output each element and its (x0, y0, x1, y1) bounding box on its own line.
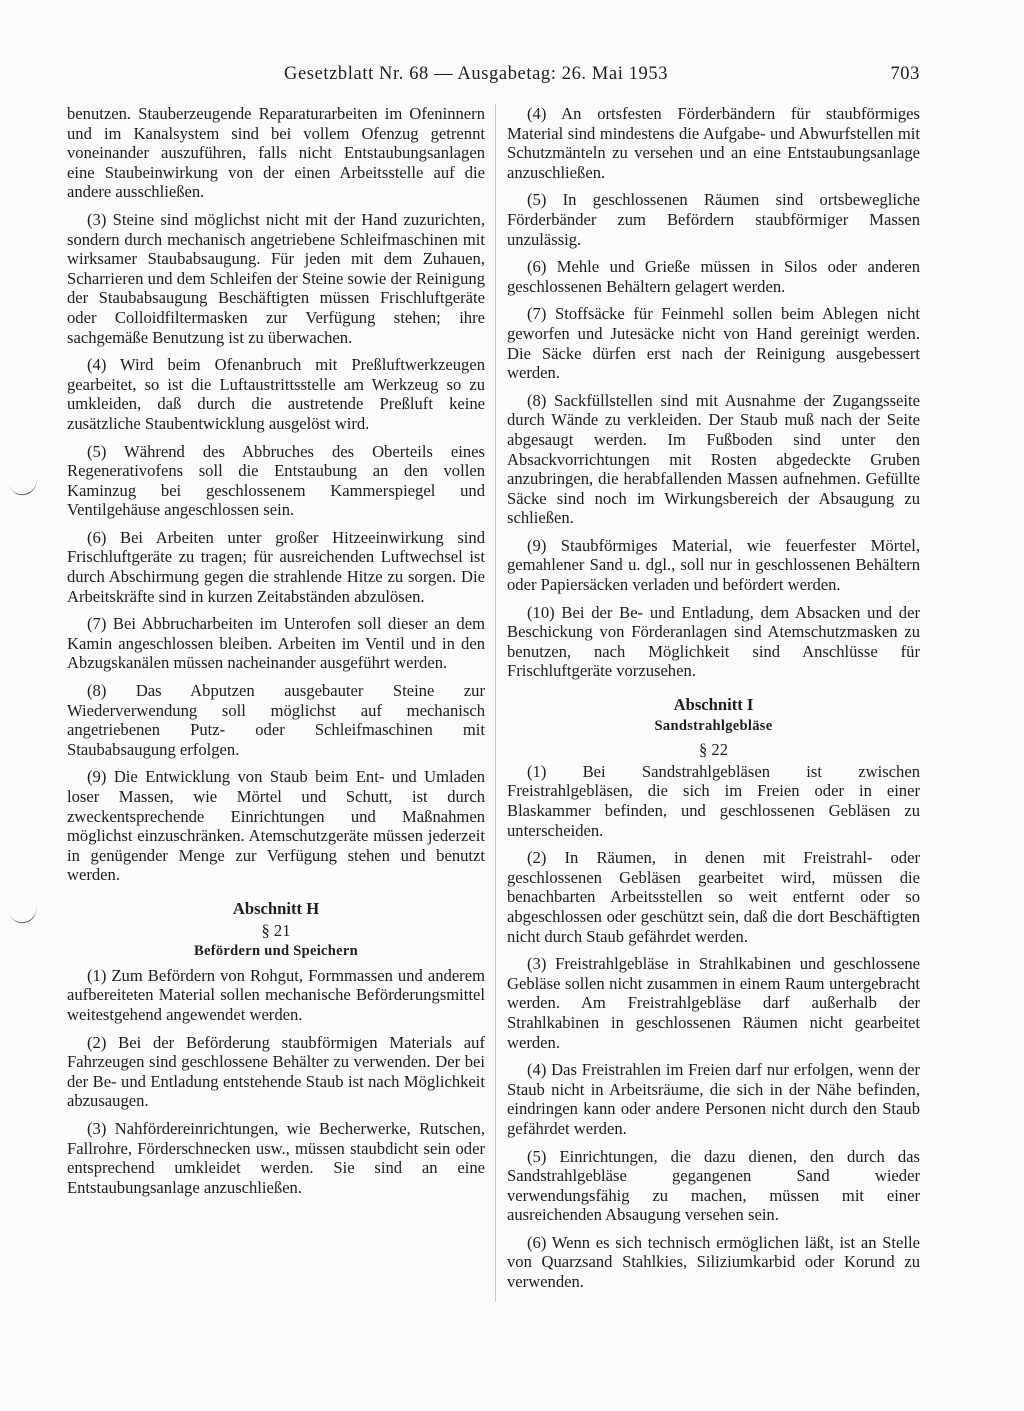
paragraph-i6: (6) Wenn es sich technisch ermöglichen läßt, ist an Stelle von Quarzsand Stahlkies, Siliziumkarbid oder Korund zu verwenden. (507, 1232, 920, 1292)
paragraph-h2: (2) Bei der Beförderung staubförmigen Materials auf Fahrzeugen sind geschlossene Behälter zu verwenden. Der bei der Be- und Entladung entstehende Staub ist nach Möglichkeit abzusaugen. (67, 1032, 485, 1111)
paragraph-r7: (7) Stoffsäcke für Feinmehl sollen beim Ablegen nicht geworfen und Jutesäcke nicht von Hand gereinigt werden. Die Säcke dürfen erst nach der Reinigung ausgebessert werden. (507, 304, 920, 383)
left-column (67, 104, 485, 1205)
paragraph-i1: (1) Bei Sandstrahlgebläsen ist zwischen Freistrahlgebläsen, die sich im Freien oder in einer Blaskammer befinden, und geschlossenen Gebläsen zu unterscheiden. (507, 761, 920, 840)
paragraph-sign-22: § 22 (698, 740, 729, 760)
paragraph-3: (3) Steine sind möglichst nicht mit der Hand zuzurichten, sondern durch mechanisch angetriebene Schleifmaschinen mit wirksamer Staubabsaugung. Für jeden mit dem Zuhauen, Scharrieren und dem Schleifen der Steine sowie der Reinigung der Staubabsaugung Beschäftigten müssen Frischluftgeräte oder Colloidfiltermasken zur Verfügung stehen; ihre sachgemäße Benutzung ist zu überwachen. (67, 209, 485, 347)
subheading-befoerdern: Befördern und Speichern (194, 943, 358, 960)
paragraph-5: (5) Während des Abbruches des Oberteils eines Regenerativofens soll die Entstaubung an den vollen Kaminzug bei geschlossenem Kammerspiegel und Ventilgehäuse angeschlossen sein. (67, 441, 485, 520)
paragraph-9: (9) Die Entwicklung von Staub beim Ent- und Umladen loser Massen, wie Mörtel und Schutt, ist durch zweckentsprechende Einrichtungen und Maßnahmen möglichst einzuschränken. Atemschutzgeräte müssen jederzeit in genügender Menge zur Verfügung stehen und benutzt werden. (67, 767, 485, 885)
paragraph-r4: (4) An ortsfesten Förderbändern für staubförmiges Material sind mindestens die Aufgabe- und Abwurfstellen mit Schutzmänteln zu versehen und an eine Entstaubungsanlage anzuschließen. (507, 104, 920, 182)
paragraph-6: (6) Bei Arbeiten unter großer Hitzeeinwirkung sind Frischluftgeräte zu tragen; für ausreichenden Luftwechsel ist durch Abschirmung gegen die strahlende Hitze zu sorgen. Die Arbeitskräfte sind in kurzen Zeitabständen abzulösen. (67, 527, 485, 606)
subheading-sandstrahl: Sandstrahlgebläse (654, 717, 773, 734)
paragraph-r8: (8) Sackfüllstellen sind mit Ausnahme der Zugangsseite durch Wände zu verkleiden. Der Staub muß nach der Seite abgesaugt werden. Im Fußboden sind unter den Absackvorrichtungen mit Rosten abgedeckte Gruben anzubringen, die herabfallenden Massen aufnehmen. Gefüllte Säcke sind noch im Wirkungsbereich der Absaugung zu schließen. (507, 390, 920, 528)
paragraph-continuation: benutzen. Stauberzeugende Reparaturarbeiten im Ofeninnern und im Kanalsystem sind bei vollem Ofenzug getrennt voneinander auszuführen, falls nicht Entstaubungsanlagen eine Staubeinwirkung von der einen Arbeitsstelle auf die andere ausschließen. (67, 104, 485, 202)
paragraph-r9: (9) Staubförmiges Material, wie feuerfester Mörtel, gemahlener Sand u. dgl., soll nur in geschlossenen Behältern oder Papiersäcken verladen und befördert werden. (507, 535, 920, 595)
section-heading-i: Abschnitt I (673, 695, 754, 715)
running-header (270, 58, 920, 92)
paragraph-i4: (4) Das Freistrahlen im Freien darf nur erfolgen, wenn der Staub nicht in Arbeitsräume, die sich in der Nähe befinden, eindringen kann oder andere Personen nicht durch den Staub gefährdet werden. (507, 1060, 920, 1138)
page-number: 703 (890, 64, 920, 84)
paragraph-r6: (6) Mehle und Grieße müssen in Silos oder anderen geschlossenen Behältern gelagert werden. (507, 257, 920, 296)
margin-pencil-mark (9, 905, 40, 926)
paragraph-r5: (5) In geschlossenen Räumen sind ortsbewegliche Förderbänder zum Befördern staubförmiger Massen unzulässig. (507, 190, 920, 249)
paragraph-7: (7) Bei Abbrucharbeiten im Unterofen soll dieser an dem Kamin angeschlossen bleiben. Arbeiten im Ventil und in den Abzugskanälen müssen nacheinander ausgeführt werden. (67, 614, 485, 673)
paragraph-sign-21: § 21 (261, 920, 291, 940)
right-column (507, 104, 920, 1300)
paragraph-4: (4) Wird beim Ofenanbruch mit Preßluftwerkzeugen gearbeitet, so ist die Luftaustrittsstelle am Werkzeug so zu umkleiden, daß durch die austretende Preßluft keine zusätzliche Staubentwicklung ausgelöst wird. (67, 355, 485, 433)
gazette-title: Gesetzblatt Nr. 68 — Ausgabetag: 26. Mai 1953 (284, 64, 669, 84)
column-divider (495, 104, 496, 1302)
paragraph-r10: (10) Bei der Be- und Entladung, dem Absacken und der Beschickung von Förderanlagen sind Atemschutzmasken zu benutzen, nach Möglichkeit sind Anschlüsse für Frischluftgeräte vorzusehen. (507, 602, 920, 681)
section-heading-h: Abschnitt H (232, 898, 320, 918)
paragraph-h1: (1) Zum Befördern von Rohgut, Formmassen und anderem aufbereiteten Material sollen mechanische Beförderungsmittel weitestgehend angewendet werden. (67, 965, 485, 1024)
paragraph-h3: (3) Nahfördereinrichtungen, wie Becherwerke, Rutschen, Fallrohre, Förderschnecken usw., müssen staubdicht sein oder entsprechend umkleidet werden. Sie sind an eine Entstaubungsanlage anzuschließen. (67, 1118, 485, 1197)
paragraph-8: (8) Das Abputzen ausgebauter Steine zur Wiederverwendung soll möglichst auf mechanisch angetriebenen Putz- oder Schleifmaschinen mit Staubabsaugung erfolgen. (67, 681, 485, 759)
paragraph-i2: (2) In Räumen, in denen mit Freistrahl- oder geschlossenen Gebläsen gearbeitet wird, müssen die benachbarten Arbeitsstellen so weit entfernt oder so abgeschlossen oder geschützt sein, daß die dort Beschäftigten nicht durch Staub gefährdet werden. (507, 848, 920, 946)
paragraph-i5: (5) Einrichtungen, die dazu dienen, den durch das Sandstrahlgebläse gegangenen Sand wieder verwendungsfähig zu machen, müssen mit einer ausreichenden Absaugung versehen sein. (507, 1146, 920, 1225)
paragraph-i3: (3) Freistrahlgebläse in Strahlkabinen und geschlossene Gebläse sollen nicht zusammen in einem Raum untergebracht werden. Am Freistrahlgebläse darf außerhalb der Strahlkabinen in geschlossenen Räumen nicht gearbeitet werden. (507, 954, 920, 1052)
margin-pencil-mark (9, 477, 40, 498)
